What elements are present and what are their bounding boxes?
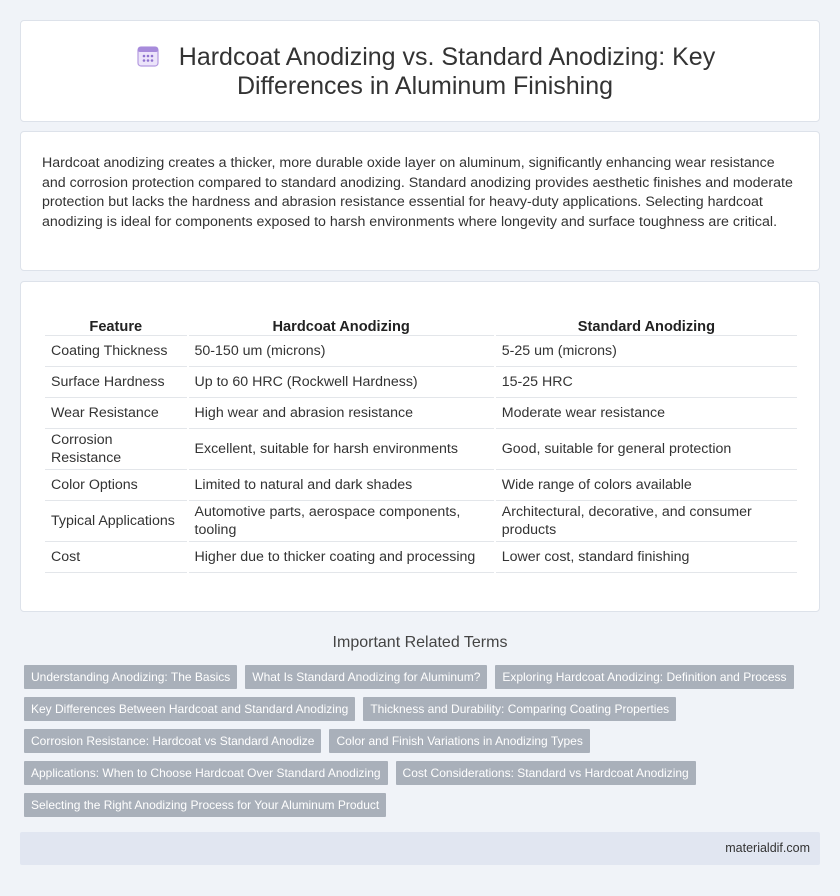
intro-card (20, 131, 820, 271)
intro-paragraph: Hardcoat anodizing creates a thicker, more durable oxide layer on aluminum, significantly enhancing wear resistance and corrosion protection compared to standard anodizing. Standard anodizing provides aesthetic finishes and moderate protection but lacks the hardness and abrasion resistance essential for heavy-duty applications. Selecting hardcoat anodizing is ideal for components exposed to harsh environments where longevity and surface toughness are critical. (42, 155, 793, 230)
feature-cell: Typical Applications (45, 501, 187, 542)
table-row (45, 336, 797, 367)
related-term-tag[interactable]: Exploring Hardcoat Anodizing: Definition and Process (495, 665, 793, 689)
table-row (45, 398, 797, 429)
header-standard: Standard Anodizing (496, 312, 797, 336)
related-term-tag[interactable]: What Is Standard Anodizing for Aluminum? (245, 665, 487, 689)
header-hardcoat: Hardcoat Anodizing (189, 312, 494, 336)
hardcoat-cell: Excellent, suitable for harsh environments (189, 429, 494, 470)
feature-cell: Coating Thickness (45, 336, 187, 367)
table-row (45, 501, 797, 542)
standard-cell: Lower cost, standard finishing (496, 542, 797, 573)
header-feature: Feature (45, 312, 187, 336)
hardcoat-cell: Higher due to thicker coating and processing (189, 542, 494, 573)
footer (20, 832, 820, 865)
footer-site-link[interactable]: materialdif.com (725, 841, 810, 855)
feature-cell: Wear Resistance (45, 398, 187, 429)
header-card (20, 20, 820, 122)
table-row (45, 542, 797, 573)
hardcoat-cell: Automotive parts, aerospace components, tooling (189, 501, 494, 542)
comparison-table-card (20, 281, 820, 612)
related-term-tag[interactable]: Thickness and Durability: Comparing Coating Properties (363, 697, 676, 721)
hardcoat-cell: 50-150 um (microns) (189, 336, 494, 367)
tag-row (24, 793, 824, 817)
calendar-grid-icon (135, 43, 161, 69)
related-term-tag[interactable]: Understanding Anodizing: The Basics (24, 665, 237, 689)
title-wrap (71, 43, 779, 101)
feature-cell: Cost (45, 542, 187, 573)
feature-cell: Corrosion Resistance (45, 429, 187, 470)
table-row (45, 367, 797, 398)
standard-cell: Wide range of colors available (496, 470, 797, 501)
standard-cell: Good, suitable for general protection (496, 429, 797, 470)
related-term-tag[interactable]: Corrosion Resistance: Hardcoat vs Standard Anodize (24, 729, 321, 753)
standard-cell: Moderate wear resistance (496, 398, 797, 429)
page-title (71, 43, 779, 101)
feature-cell: Color Options (45, 470, 187, 501)
hardcoat-cell: Limited to natural and dark shades (189, 470, 494, 501)
related-term-tag[interactable]: Color and Finish Variations in Anodizing Types (329, 729, 589, 753)
page-title-text: Hardcoat Anodizing vs. Standard Anodizing: Key Differences in Aluminum Finishing (178, 43, 716, 100)
hardcoat-cell: High wear and abrasion resistance (189, 398, 494, 429)
feature-cell: Surface Hardness (45, 367, 187, 398)
related-term-tag[interactable]: Applications: When to Choose Hardcoat Over Standard Anodizing (24, 761, 388, 785)
standard-cell: 5-25 um (microns) (496, 336, 797, 367)
table-row (45, 429, 797, 470)
table-row (45, 470, 797, 501)
comparison-table (43, 312, 799, 573)
table-header-row (45, 312, 797, 336)
related-term-tag[interactable]: Key Differences Between Hardcoat and Standard Anodizing (24, 697, 355, 721)
tag-row (24, 761, 824, 785)
related-terms-title: Important Related Terms (332, 634, 508, 651)
related-term-tag[interactable]: Cost Considerations: Standard vs Hardcoat Anodizing (396, 761, 696, 785)
standard-cell: Architectural, decorative, and consumer products (496, 501, 797, 542)
tag-row (24, 697, 824, 721)
tag-row (24, 729, 824, 753)
related-terms-list (24, 665, 824, 825)
standard-cell: 15-25 HRC (496, 367, 797, 398)
tag-row (24, 665, 824, 689)
hardcoat-cell: Up to 60 HRC (Rockwell Hardness) (189, 367, 494, 398)
related-term-tag[interactable]: Selecting the Right Anodizing Process for Your Aluminum Product (24, 793, 386, 817)
